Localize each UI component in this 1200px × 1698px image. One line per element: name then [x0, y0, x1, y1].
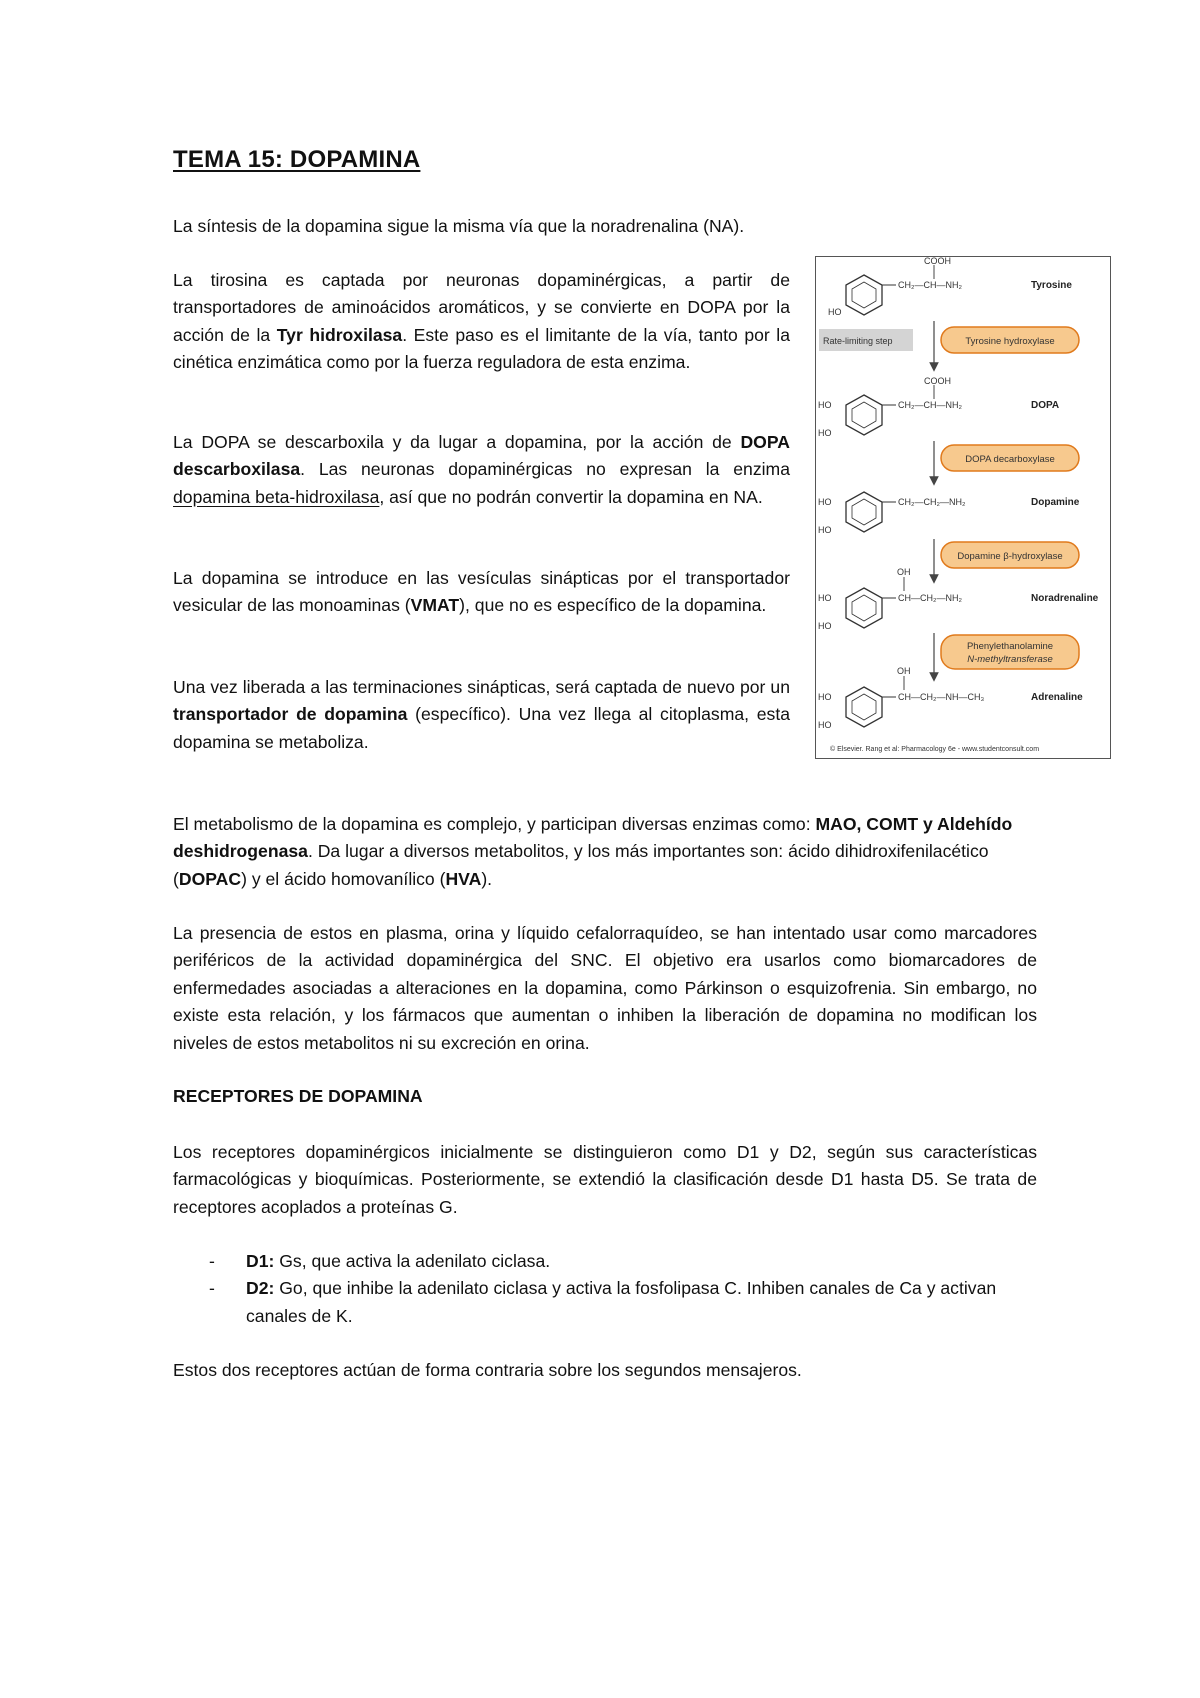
chem-ho: HO	[828, 307, 842, 317]
paragraph-tyrosine: La tirosina es captada por neuronas dopaminérgicas, a partir de transportadores de aminoácidos aromáticos, y se convierte en DOPA por la acción de la Tyr hidroxilasa. Este paso es el limitante de la vía, tanto por la cinética enzimática como por la fuerza reguladora de esta enzima.	[173, 270, 790, 373]
figure-credit: © Elsevier. Rang et al: Pharmacology 6e - www.studentconsult.com	[830, 746, 1040, 753]
adrenaline-structure	[818, 666, 1083, 730]
chem-chain: CH₂—CH—NH₂	[898, 400, 962, 410]
compound-dopa: DOPA	[1031, 400, 1060, 411]
list-item-d2: - D2: Go, que inhibe la adenilato ciclasa y activa la fosfolipasa C. Inhiben canales de Ca y activan canales de K.	[209, 1278, 997, 1326]
noradrenaline-structure	[818, 567, 1099, 631]
paragraph-metabolism: El metabolismo de la dopamina es complejo, y participan diversas enzimas como: MAO, COMT y Aldehído deshidrogenasa. Da lugar a diversos metabolitos, y los más importantes son: ácido dihidroxifenilacético (DOPAC) y el ácido homovanílico (HVA).	[173, 814, 1013, 889]
enzyme-label: Phenylethanolamine	[966, 641, 1054, 652]
chem-ho: HO	[818, 525, 832, 535]
chem-chain: CH₂—CH—NH₂	[898, 280, 962, 290]
paragraph-conclusion: Estos dos receptores actúan de forma contraria sobre los segundos mensajeros.	[173, 1360, 802, 1380]
chem-oh: OH	[897, 666, 911, 676]
paragraph-receptors: Los receptores dopaminérgicos inicialmente se distinguieron como D1 y D2, según sus características farmacológicas y bioquímicas. Posteriormente, se extendió la clasificación desde D1 hasta D5. Se trata de receptores acoplados a proteínas G.	[173, 1142, 1037, 1217]
dopamine-structure	[818, 492, 1080, 535]
term-transportador-dopamina: transportador de dopamina	[173, 704, 408, 725]
term-vmat: VMAT	[410, 595, 460, 616]
enzyme-label: N-methyltransferase	[967, 654, 1053, 665]
dopa-structure	[818, 376, 1059, 438]
synthesis-pathway-figure	[815, 256, 1111, 759]
pathway-diagram	[816, 257, 1109, 757]
compound-noradrenaline: Noradrenaline	[1031, 593, 1099, 604]
chem-ho: HO	[818, 720, 832, 730]
chem-chain: CH₂—CH₂—NH₂	[898, 497, 966, 507]
compound-tyrosine: Tyrosine	[1031, 280, 1072, 291]
chem-chain: CH—CH₂—NH—CH₃	[898, 692, 985, 702]
tyrosine-structure	[828, 257, 1072, 317]
term-tyr-hidroxilasa: Tyr hidroxilasa	[276, 324, 403, 345]
intro-paragraph: La síntesis de la dopamina sigue la misma vía que la noradrenalina (NA).	[173, 216, 745, 236]
chem-ho: HO	[818, 692, 832, 702]
chem-ho: HO	[818, 497, 832, 507]
chem-ho: HO	[818, 400, 832, 410]
page-title: TEMA 15: DOPAMINA	[173, 146, 421, 173]
chem-ho: HO	[818, 428, 832, 438]
chem-chain: CH—CH₂—NH₂	[898, 593, 962, 603]
term-enzymes: MAO, COMT y Aldehído deshidrogenasa	[173, 814, 1013, 862]
receptor-list	[173, 1248, 1037, 1330]
term-dopa-descarboxilasa: DOPA descarboxilasa	[173, 432, 790, 480]
chem-cooh: COOH	[924, 257, 951, 266]
enzyme-label: DOPA decarboxylase	[965, 454, 1055, 465]
section-heading-receptores: RECEPTORES DE DOPAMINA	[173, 1086, 423, 1106]
list-item-d1: - D1: Gs, que activa la adenilato ciclasa.	[209, 1251, 551, 1271]
chem-ho: HO	[818, 621, 832, 631]
paragraph-reuptake: Una vez liberada a las terminaciones sinápticas, será captada de nuevo por un transportador de dopamina (específico). Una vez llega al citoplasma, esta dopamina se metaboliza.	[173, 677, 790, 752]
term-dopac: DOPAC	[178, 868, 242, 889]
term-dopamina-beta-hidroxilasa: dopamina beta-hidroxilasa	[173, 486, 380, 507]
chem-oh: OH	[897, 567, 911, 577]
paragraph-biomarkers: La presencia de estos en plasma, orina y líquido cefalorraquídeo, se han intentado usar como marcadores periféricos de la actividad dopaminérgica del SNC. El objetivo era usarlos como biomarcadores de enfermedades asociadas a alteraciones en la dopamina, como Párkinson o esquizofrenia. Sin embargo, no existe esta relación, y los fármacos que aumentan o inhiben la liberación de dopamina no modifican los niveles de estos metabolitos ni su excreción en orina.	[173, 923, 1037, 1053]
paragraph-dopa: La DOPA se descarboxila y da lugar a dopamina, por la acción de DOPA descarboxilasa. Las neuronas dopaminérgicas no expresan la enzima dopamina beta-hidroxilasa, así que no podrán convertir la dopamina en NA.	[173, 432, 790, 507]
term-hva: HVA	[445, 868, 482, 889]
paragraph-vmat: La dopamina se introduce en las vesículas sinápticas por el transportador vesicular de las monoaminas (VMAT), que no es específico de la dopamina.	[173, 568, 790, 616]
rate-limiting-label: Rate-limiting step	[823, 336, 893, 346]
compound-adrenaline: Adrenaline	[1031, 692, 1083, 703]
enzyme-label: Dopamine β-hydroxylase	[957, 551, 1063, 562]
chem-cooh: COOH	[924, 376, 951, 386]
enzyme-label: Tyrosine hydroxylase	[965, 336, 1055, 347]
chem-ho: HO	[818, 593, 832, 603]
compound-dopamine: Dopamine	[1031, 497, 1080, 508]
